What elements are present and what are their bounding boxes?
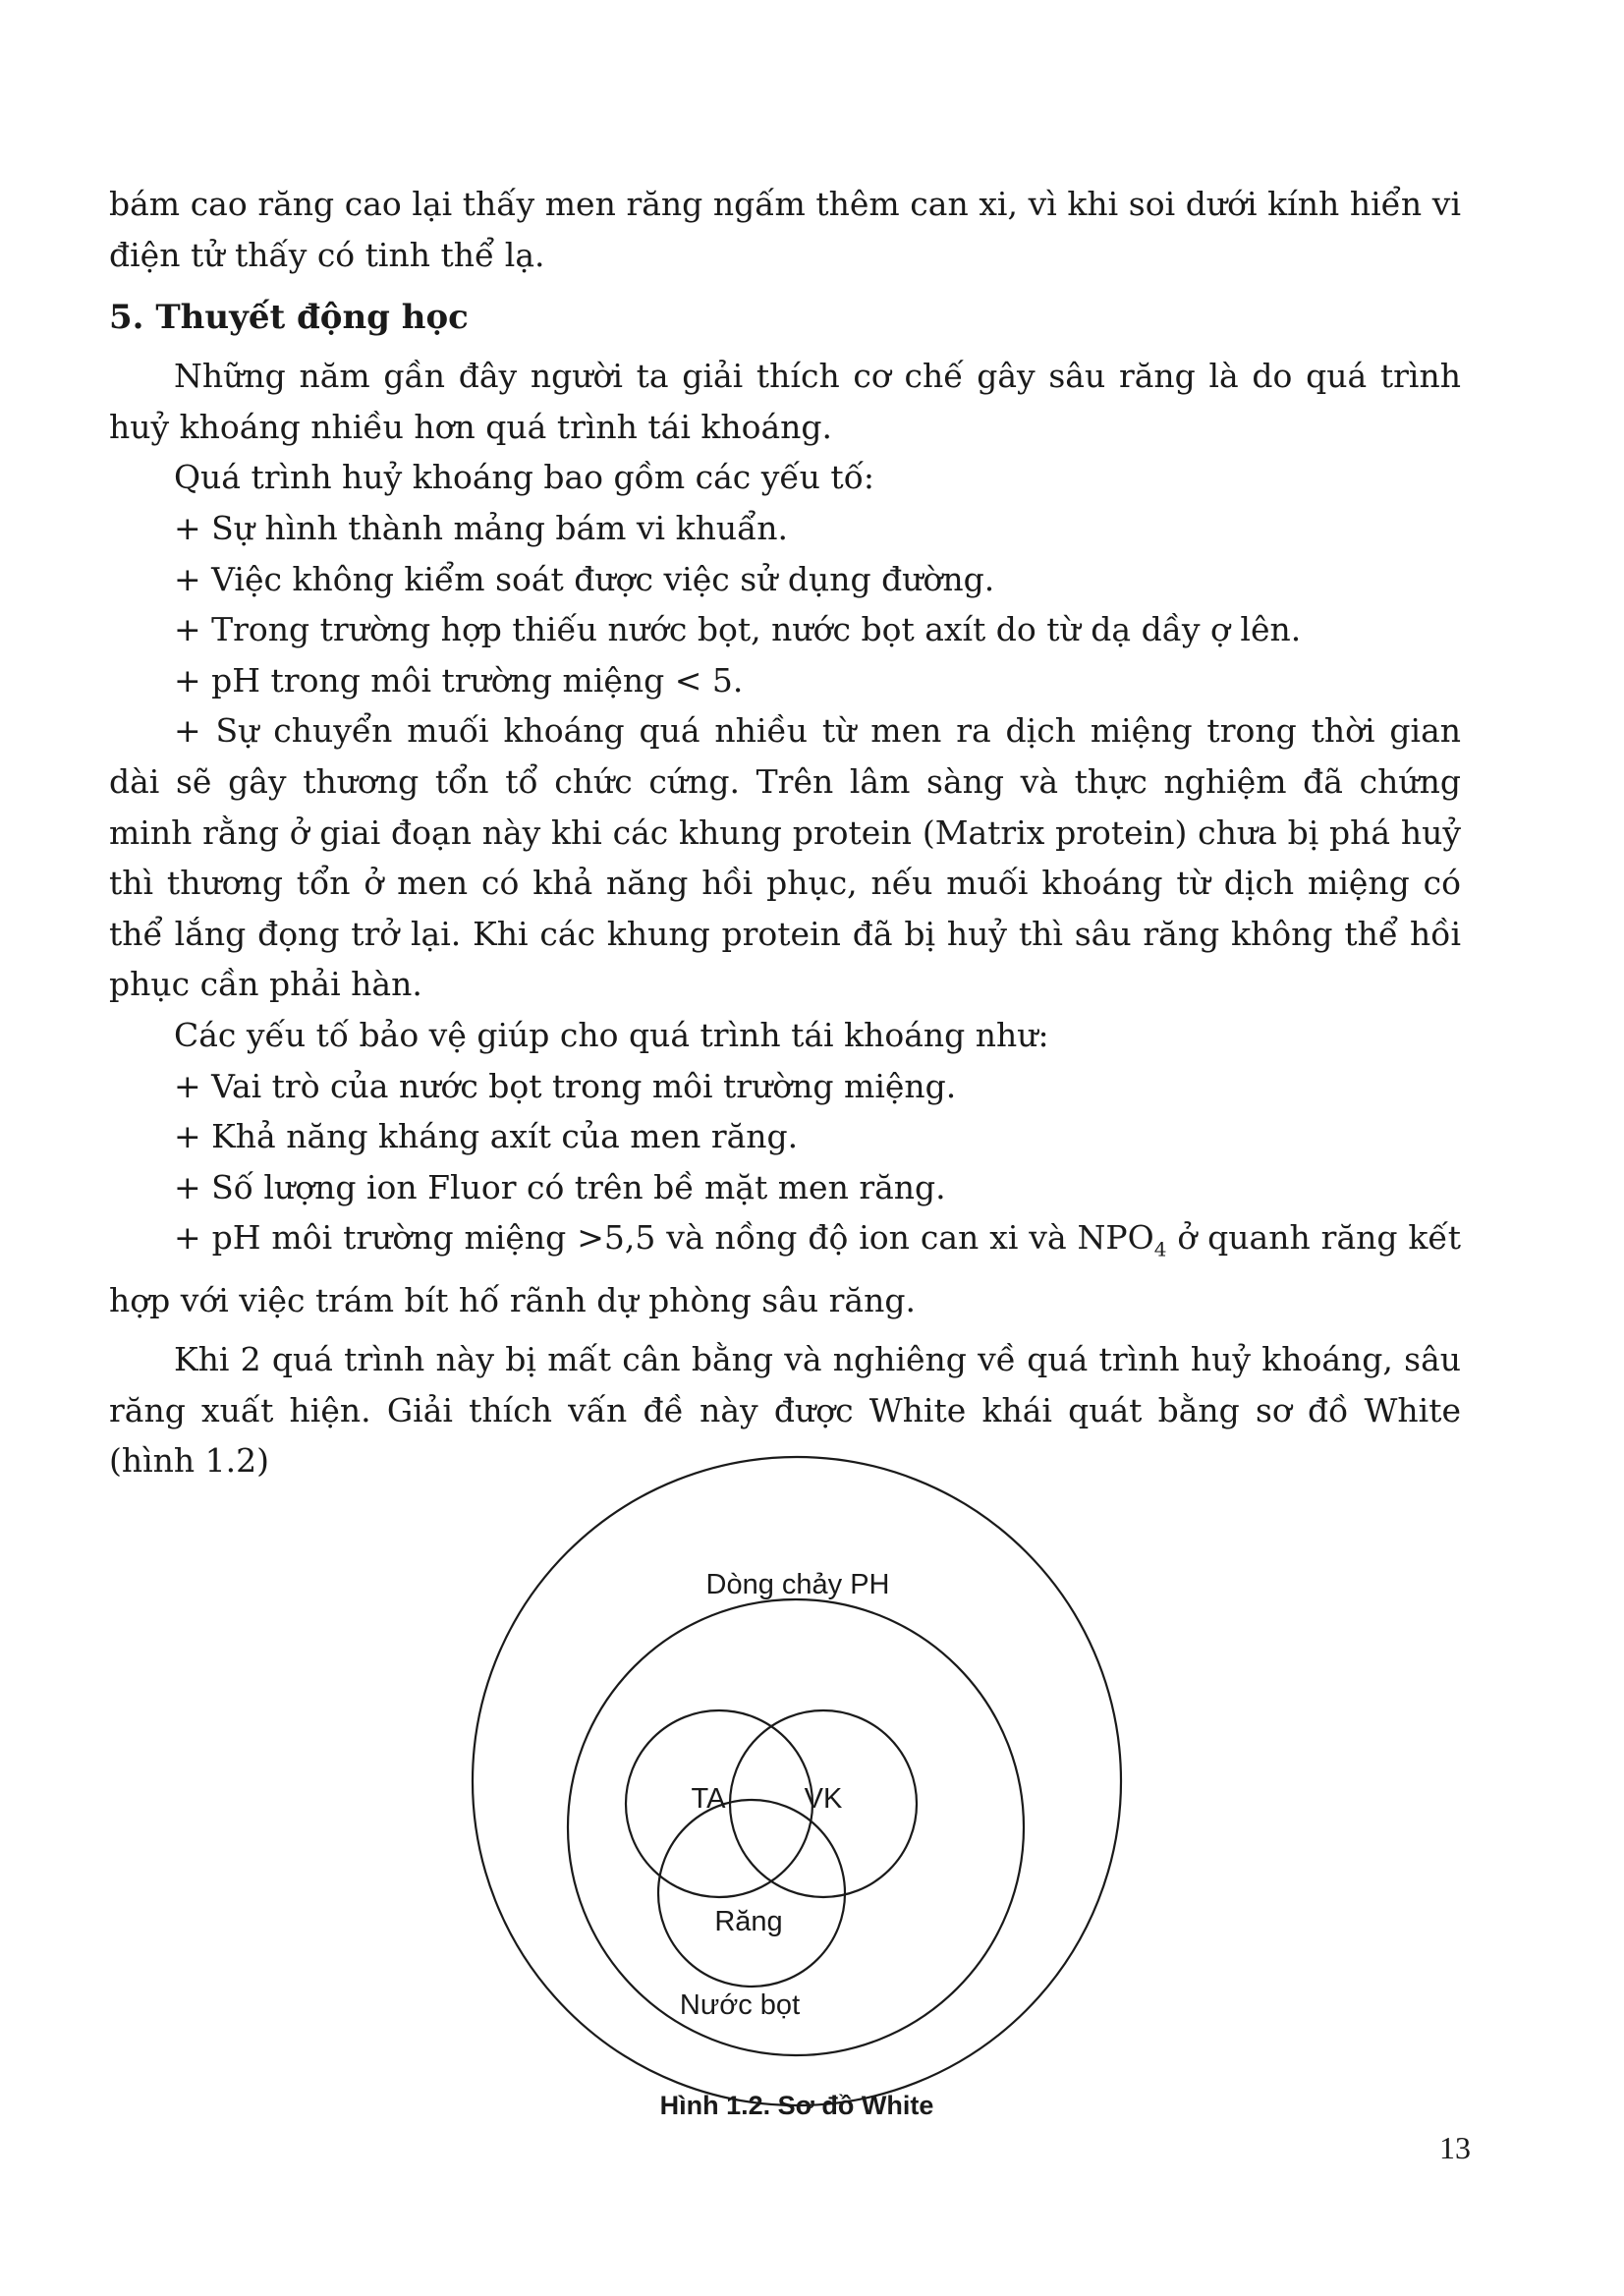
list-item: + Sự hình thành mảng bám vi khuẩn. <box>174 508 789 547</box>
list-item: + Việc không kiểm soát được việc sử dụng đường. <box>174 559 995 598</box>
list-item: + Khả năng kháng axít của men răng. <box>174 1117 799 1156</box>
label-rang: Răng <box>714 1906 783 1937</box>
body-text <box>109 179 1461 1486</box>
remineralization-heading: Các yếu tố bảo vệ giúp cho quá trình tái khoáng như: <box>174 1015 1049 1054</box>
circle-vk <box>730 1710 917 1897</box>
list-item: + Vai trò của nước bọt trong môi trường miệng. <box>174 1066 957 1105</box>
circle-ta <box>626 1710 812 1897</box>
demineralization-heading: Quá trình huỷ khoáng bao gồm các yếu tố: <box>174 458 874 497</box>
middle-circle <box>568 1599 1024 2055</box>
circle-rang <box>658 1800 845 1987</box>
list-item-long: + Sự chuyển muối khoáng quá nhiều từ men ra dịch miệng trong thời gian dài sẽ gây thương tổn tổ chức cứng. Trên lâm sàng và thực nghiệm đã chứng minh rằng ở giai đoạn này khi các khung protein (Matrix protein) chưa bị phá huỷ thì thương tổn ở men có khả năng hồi phục, nếu muối khoáng từ dịch miệng có thể lắng đọng trở lại. Khi các khung protein đã bị huỷ thì sâu răng không thể hồi phục cần phải hàn. <box>109 711 1461 1004</box>
list-item: + Trong trường hợp thiếu nước bọt, nước bọt axít do từ dạ dầy ợ lên. <box>174 610 1302 649</box>
ph-text-a: + pH môi trường miệng >5,5 và nồng độ ion can xi và NPO <box>174 1218 1154 1258</box>
list-item: + pH trong môi trường miệng < 5. <box>174 660 744 700</box>
closing-paragraph: Khi 2 quá trình này bị mất cân bằng và nghiêng về quá trình huỷ khoáng, sâu răng xuất hiện. Giải thích vấn đề này được White khái quát bằng sơ đồ White (hình 1.2) <box>109 1340 1461 1481</box>
figure-caption: Hình 1.2. Sơ đồ White <box>659 2091 934 2120</box>
list-item: + Số lượng ion Fluor có trên bề mặt men răng. <box>174 1167 946 1206</box>
outer-label: Dòng chảy PH <box>705 1569 890 1600</box>
label-ta: TA <box>691 1783 726 1815</box>
section-heading: 5. Thuyết động học <box>109 298 469 338</box>
paragraph-dynamic-theory: Những năm gần đây người ta giải thích cơ chế gây sâu răng là do quá trình huỷ khoáng nhiều hơn quá trình tái khoáng. <box>109 357 1461 446</box>
ph-text-b: ở quanh răng kết hợp với việc trám bít hố rãnh dự phòng sâu răng. <box>109 1218 1461 1320</box>
intro-paragraph: bám cao răng cao lại thấy men răng ngấm thêm can xi, vì khi soi dưới kính hiển vi điện tử thấy có tinh thể lạ. <box>109 185 1461 274</box>
page-number: 13 <box>1439 2130 1471 2165</box>
inner-label: Nước bọt <box>679 1989 801 2021</box>
list-item-ph <box>109 1212 1461 1326</box>
outer-circle <box>473 1457 1121 2105</box>
label-vk: VK <box>804 1783 843 1815</box>
subscript-4: 4 <box>1153 1237 1167 1261</box>
